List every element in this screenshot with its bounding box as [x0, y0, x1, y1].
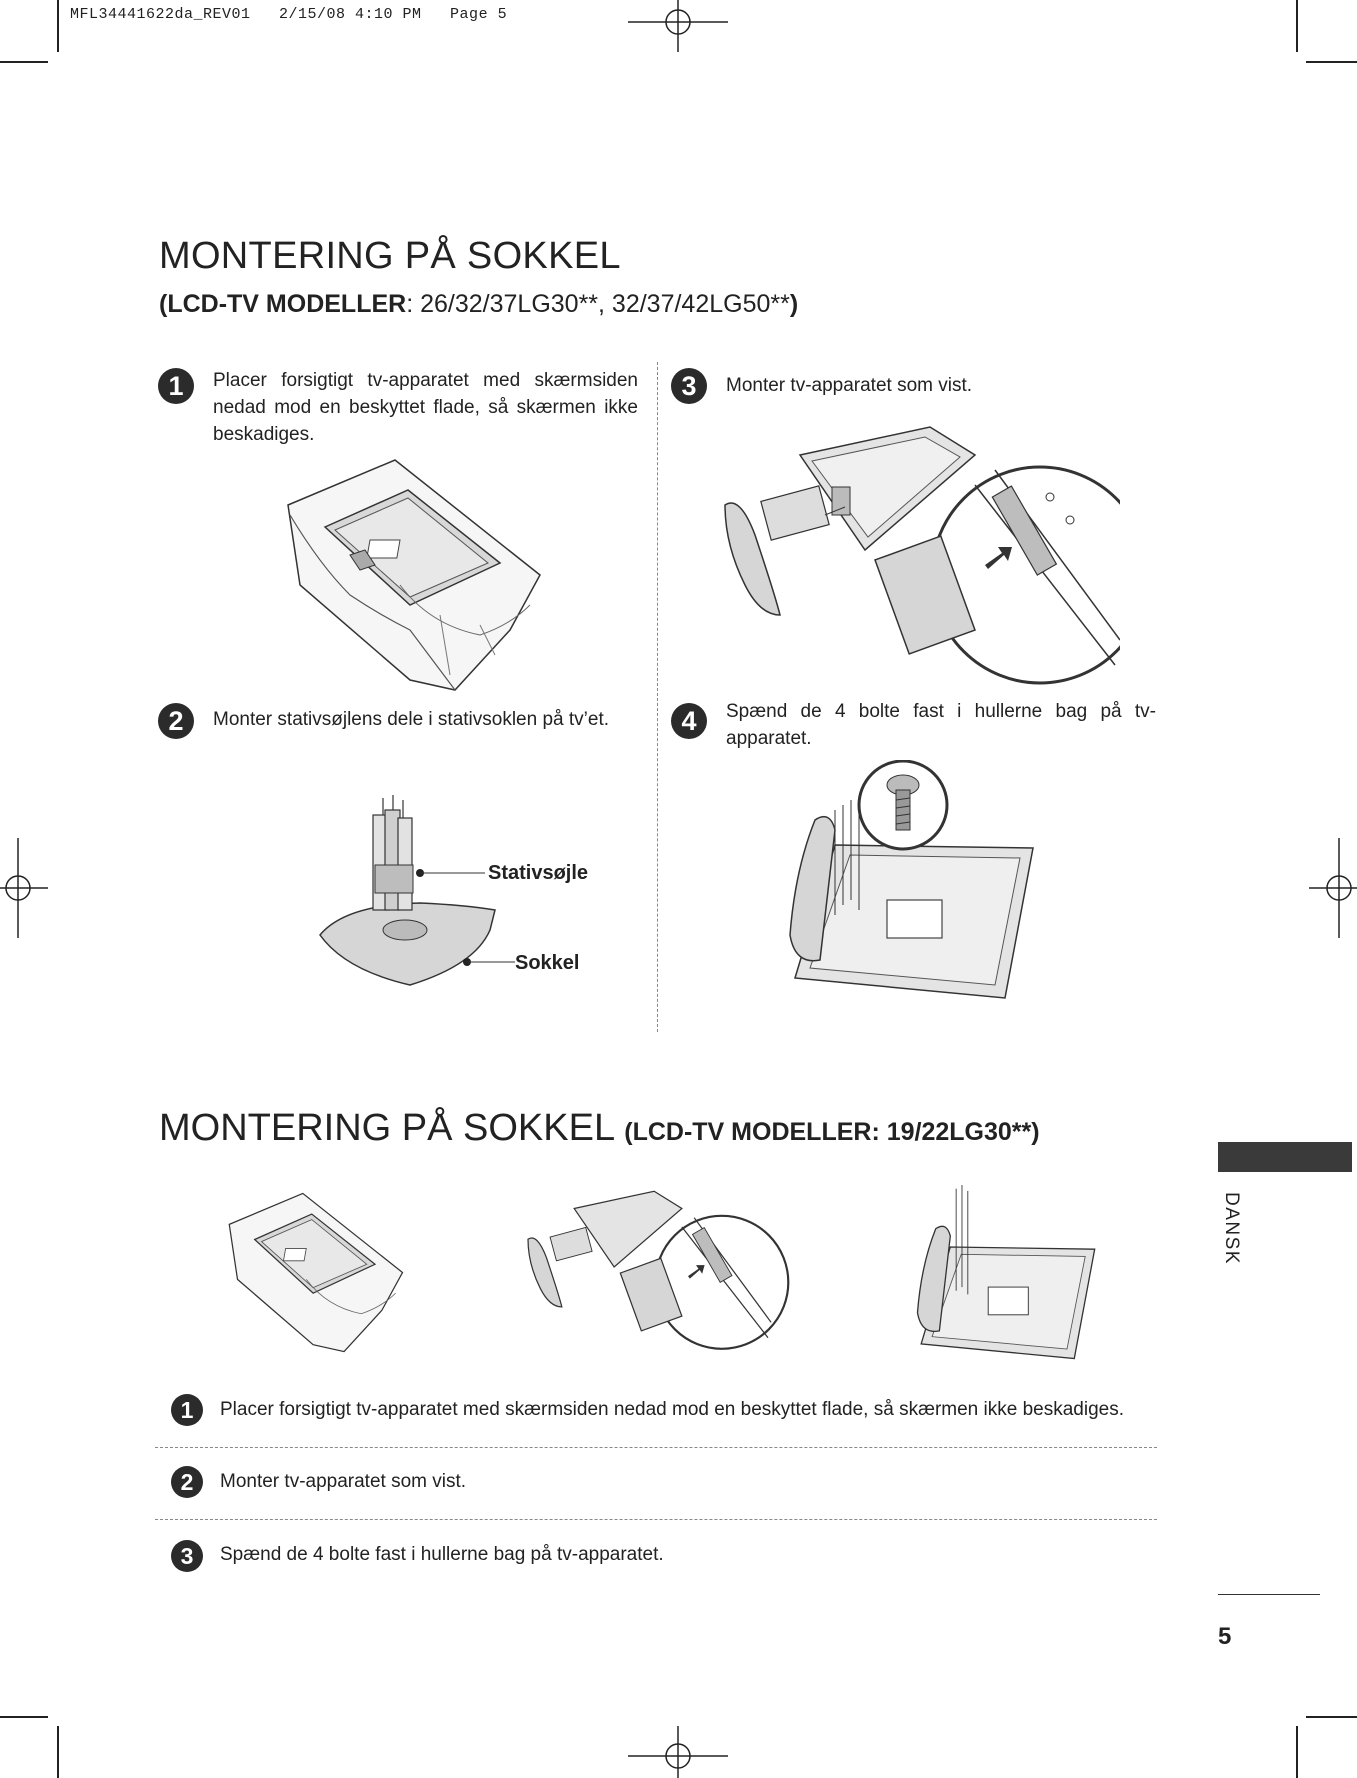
registration-mark-bottom — [628, 1722, 728, 1778]
page-number: 5 — [1218, 1623, 1232, 1650]
s2-step-badge-2: 2 — [171, 1466, 203, 1498]
crop-mark-tr-h — [1306, 61, 1357, 63]
subtitle-models: : 26/32/37LG30**, 32/37/42LG50** — [406, 290, 790, 318]
crop-mark-tr-v — [1296, 0, 1298, 52]
callout-base: Sokkel — [515, 952, 580, 974]
step-badge-2: 2 — [158, 703, 194, 739]
section2-title — [159, 1107, 1040, 1150]
small-mount-tv-diagram — [498, 1190, 798, 1350]
section2-subtitle: (LCD-TV MODELLER: 19/22LG30**) — [624, 1118, 1040, 1146]
small-bolts-diagram — [895, 1185, 1115, 1360]
registration-mark-top — [628, 0, 728, 56]
step-badge-4: 4 — [671, 703, 707, 739]
tv-facedown-diagram — [280, 455, 560, 695]
step-separator-1 — [155, 1447, 1157, 1448]
step-3-text: Monter tv-apparatet som vist. — [726, 375, 973, 396]
step-1-text: Placer forsigtigt tv-apparatet med skærmsiden nedad mod en beskyttet flade, så skærmen ikke beskadiges. — [213, 370, 638, 445]
crop-mark-bl-h — [0, 1716, 48, 1718]
s2-step-3-text: Spænd de 4 bolte fast i hullerne bag på tv-apparatet. — [220, 1544, 664, 1565]
section2-title-main: MONTERING PÅ SOKKEL — [159, 1107, 625, 1149]
s2-step-2-text: Monter tv-apparatet som vist. — [220, 1471, 467, 1492]
callout-column: Stativsøjle — [488, 862, 589, 884]
column-divider — [657, 362, 658, 1032]
step-badge-1: 1 — [158, 368, 194, 404]
registration-mark-right — [1309, 838, 1357, 938]
s2-step-badge-3: 3 — [171, 1540, 203, 1572]
step-separator-2 — [155, 1519, 1157, 1520]
section1-title: MONTERING PÅ SOKKEL — [159, 235, 621, 277]
step-4-text: Spænd de 4 bolte fast i hullerne bag på tv-apparatet. — [726, 701, 1156, 749]
mount-tv-diagram — [720, 425, 1120, 685]
crop-mark-br-h — [1306, 1716, 1357, 1718]
print-header: MFL34441622da_REV01 2/15/08 4:10 PM Page 5 — [70, 6, 508, 23]
small-tv-facedown-diagram — [220, 1190, 420, 1355]
s2-step-badge-1: 1 — [171, 1394, 203, 1426]
page-number-rule — [1218, 1594, 1320, 1595]
section1-subtitle — [159, 290, 798, 319]
subtitle-bold: (LCD-TV MODELLER — [159, 290, 407, 318]
crop-mark-br-v — [1296, 1726, 1298, 1778]
crop-mark-tl-v — [57, 0, 59, 52]
language-tab-bar — [1218, 1142, 1352, 1172]
registration-mark-left — [0, 838, 48, 938]
language-label: DANSK — [1221, 1192, 1242, 1265]
stand-assembly-diagram — [315, 790, 515, 990]
crop-mark-bl-v — [57, 1726, 59, 1778]
step-badge-3: 3 — [671, 368, 707, 404]
crop-mark-tl-h — [0, 61, 48, 63]
s2-step-1-text: Placer forsigtigt tv-apparatet med skærmsiden nedad mod en beskyttet flade, så skærmen ikke beskadiges. — [220, 1399, 1124, 1420]
bolts-diagram — [775, 760, 1045, 1000]
subtitle-close: ) — [789, 290, 799, 318]
step-2-text: Monter stativsøjlens dele i stativsoklen på tv’et. — [213, 709, 610, 730]
